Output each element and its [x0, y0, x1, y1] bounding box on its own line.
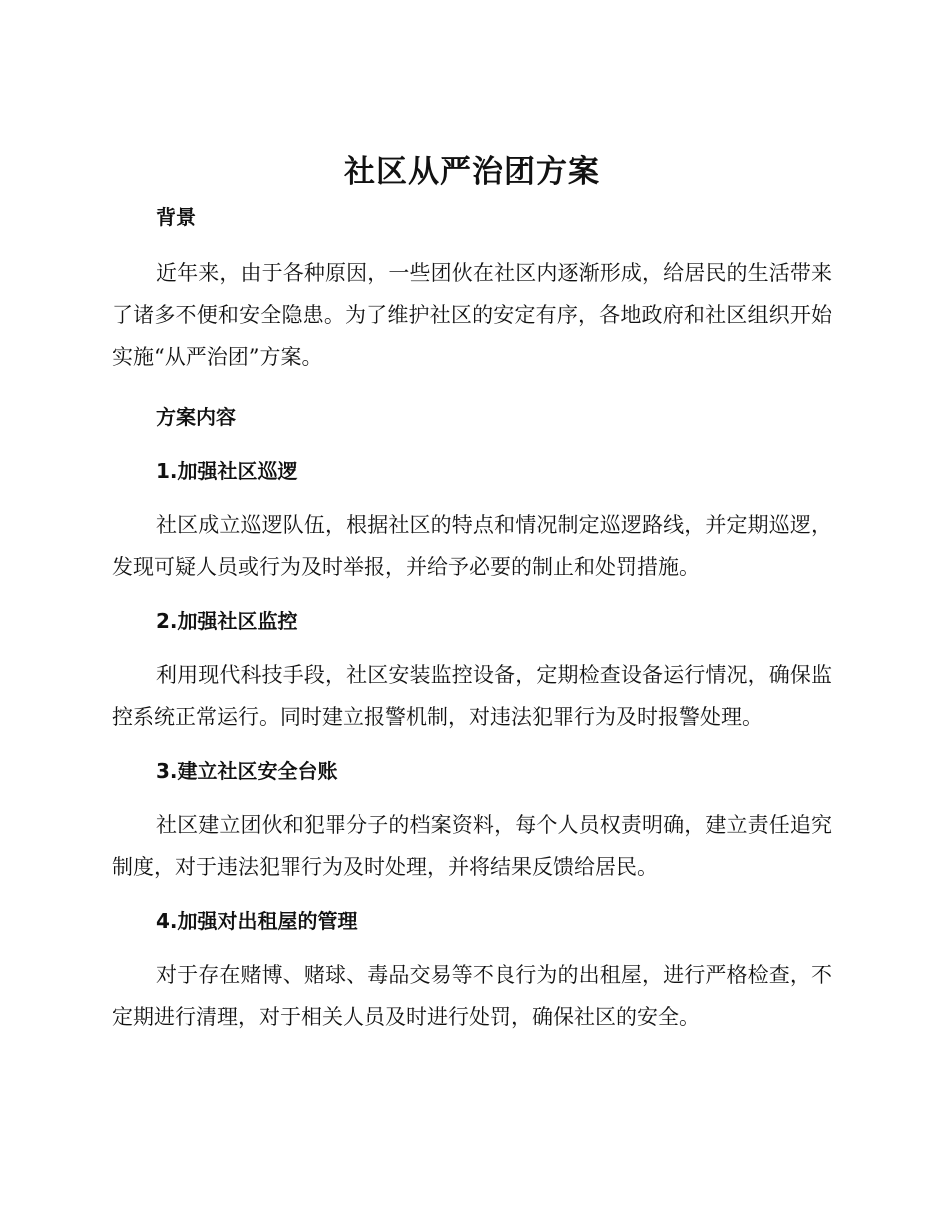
background-paragraph: 近年来，由于各种原因，一些团伙在社区内逐渐形成，给居民的生活带来了诸多不便和安全隐患。为了维护社区的安定有序，各地政府和社区组织开始实施“从严治团”方案。 [112, 261, 832, 369]
section-heading-rental-management: 4.加强对出租屋的管理 [156, 909, 358, 933]
section-heading-monitoring: 2.加强社区监控 [156, 609, 298, 633]
section-paragraph-patrol: 社区成立巡逻队伍，根据社区的特点和情况制定巡逻路线，并定期巡逻，发现可疑人员或行为及时举报，并给予必要的制止和处罚措施。 [112, 513, 832, 579]
section-heading-safety-ledger: 3.建立社区安全台账 [156, 759, 338, 783]
plan-heading: 方案内容 [156, 405, 236, 429]
document-title: 社区从严治团方案 [344, 154, 600, 190]
document-page [112, 150, 832, 1038]
background-heading: 背景 [156, 205, 196, 229]
section-paragraph-rental-management: 对于存在赌博、赌球、毒品交易等不良行为的出租屋，进行严格检查，不定期进行清理，对于相关人员及时进行处罚，确保社区的安全。 [112, 963, 832, 1029]
section-heading-patrol: 1.加强社区巡逻 [156, 459, 298, 483]
section-paragraph-monitoring: 利用现代科技手段，社区安装监控设备，定期检查设备运行情况，确保监控系统正常运行。同时建立报警机制，对违法犯罪行为及时报警处理。 [112, 663, 832, 729]
section-paragraph-safety-ledger: 社区建立团伙和犯罪分子的档案资料，每个人员权责明确，建立责任追究制度，对于违法犯罪行为及时处理，并将结果反馈给居民。 [112, 813, 832, 879]
